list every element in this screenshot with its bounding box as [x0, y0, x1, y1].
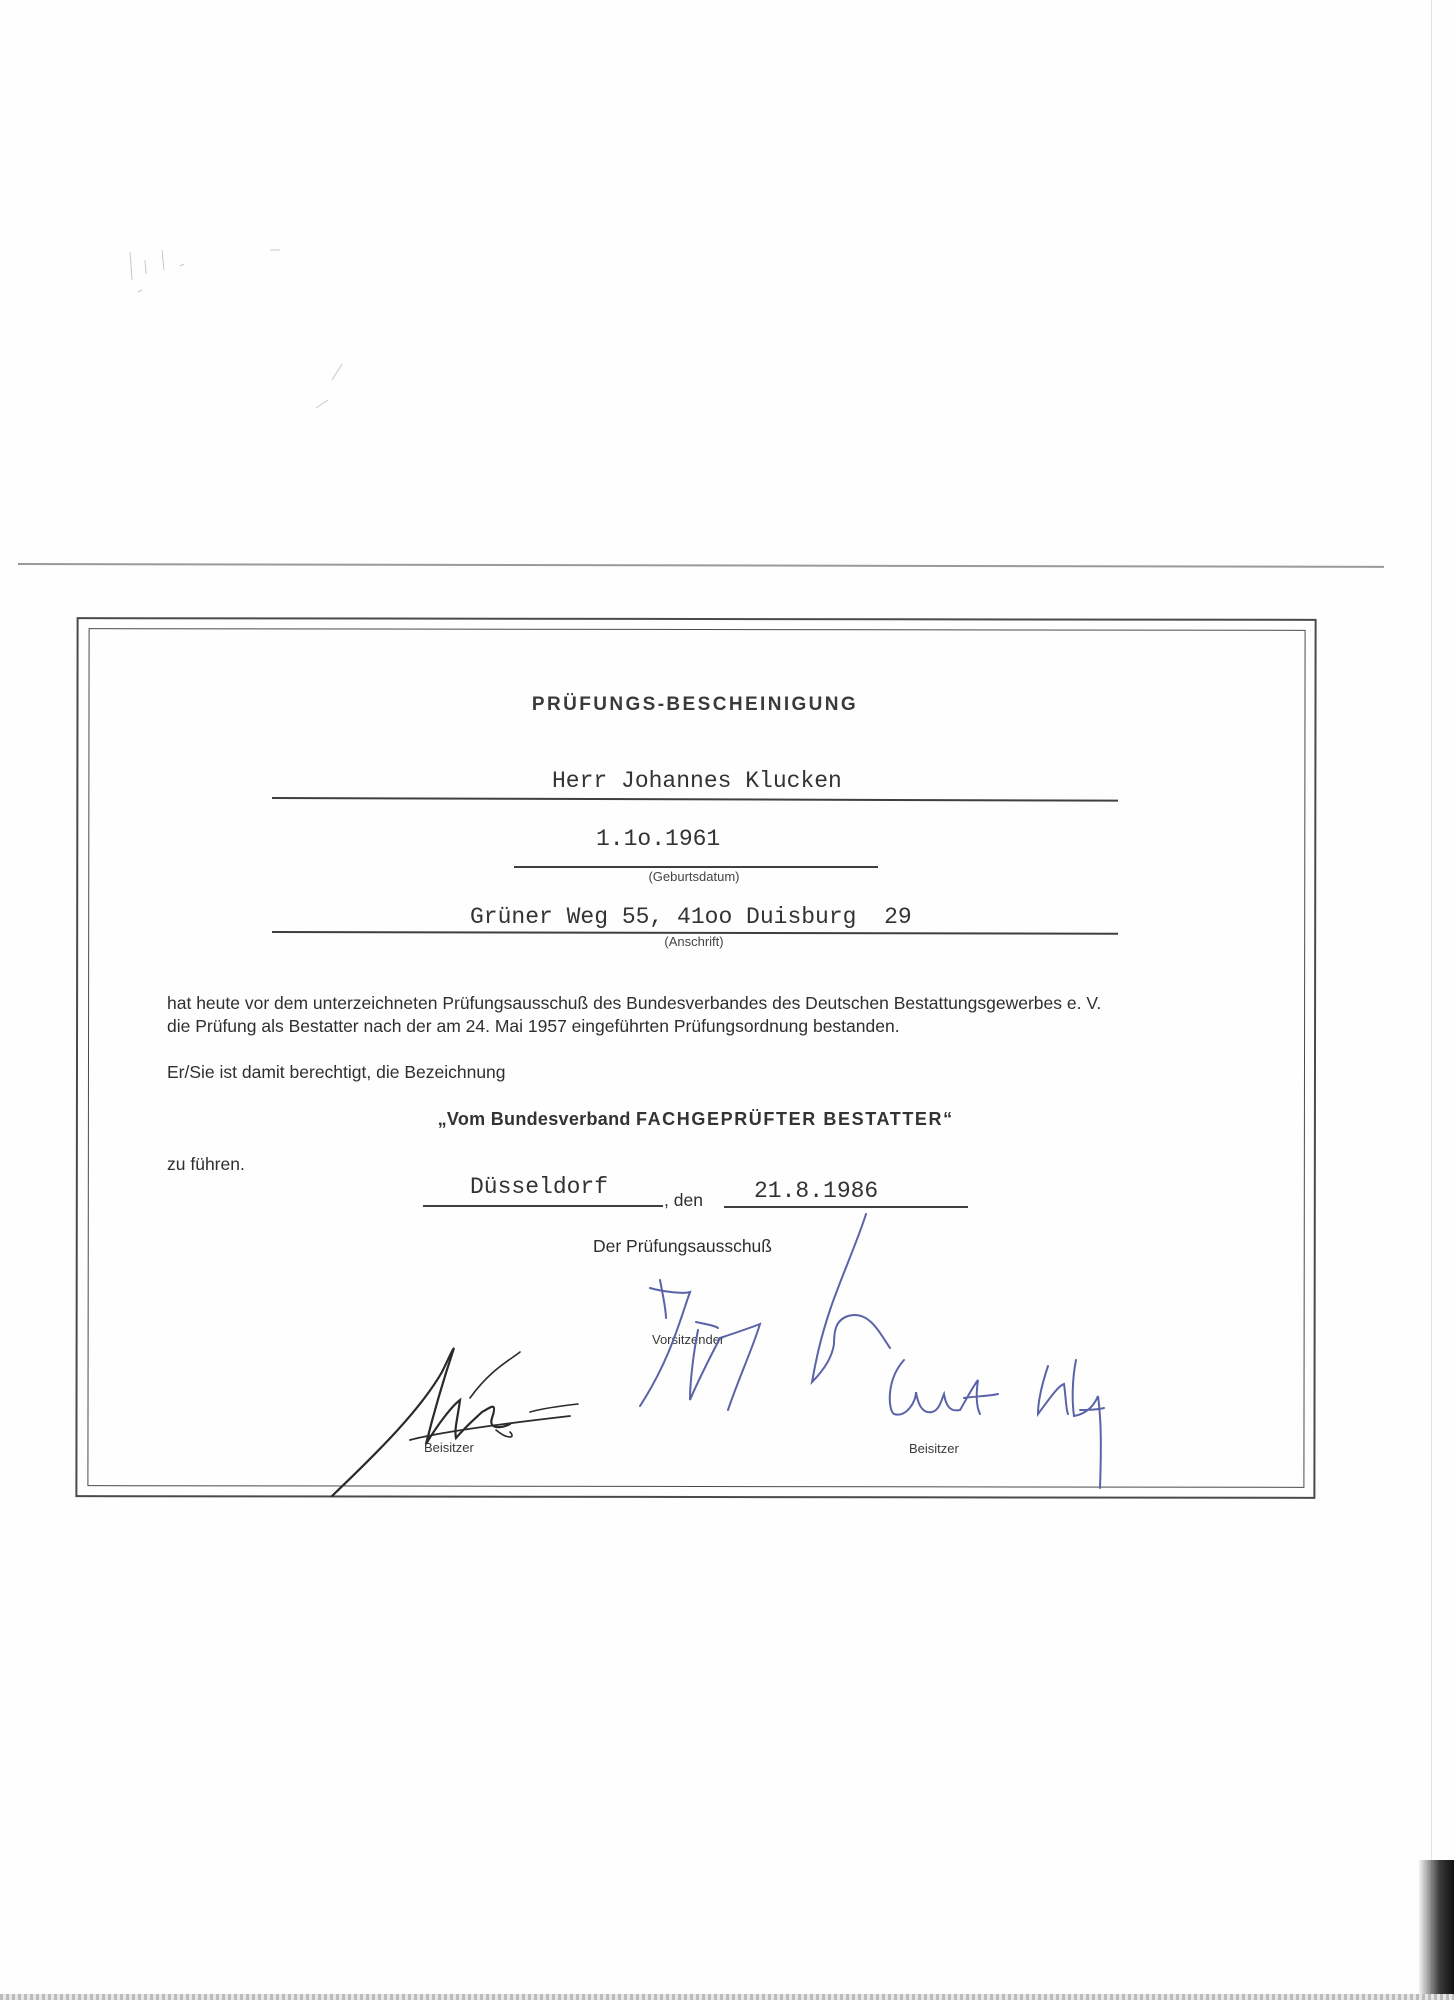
scan-bottom-edge — [0, 1994, 1454, 2000]
entitlement-text: Er/Sie ist damit berechtigt, die Bezeichnung — [167, 1062, 506, 1082]
signature-chair — [620, 1200, 920, 1430]
closing-text: zu führen. — [167, 1154, 245, 1174]
statement-line-1: hat heute vor dem unterzeichneten Prüfungsausschuß des Bundesverbandes des Deutschen Bestattungsgewerbes e. V. — [167, 993, 1102, 1013]
date: 21.8.1986 — [754, 1178, 879, 1204]
birth-date-caption: (Geburtsdatum) — [648, 869, 740, 884]
address: Grüner Weg 55, 41oo Duisburg 29 — [470, 904, 912, 930]
fold-line — [18, 563, 1384, 568]
certificate-title: PRÜFUNGS-BESCHEINIGUNG — [531, 694, 859, 715]
address-caption: (Anschrift) — [664, 934, 724, 949]
committee-label: Der Prüfungsausschuß — [593, 1236, 772, 1256]
designation-prefix: „Vom Bundesverband — [437, 1109, 631, 1129]
scan-specks — [120, 240, 440, 430]
chair-label: Vorsitzender — [652, 1332, 725, 1347]
signature-left — [320, 1320, 600, 1510]
assessor-left-label: Beisitzer — [424, 1440, 474, 1455]
scan-right-edge — [1431, 0, 1432, 2000]
signature-right — [880, 1340, 1140, 1500]
designation-suffix: “ — [943, 1109, 953, 1129]
scan-corner-shadow — [1418, 1860, 1454, 2000]
assessor-right-label: Beisitzer — [909, 1441, 959, 1456]
designation — [0, 1109, 1390, 1130]
designation-caps: FACHGEPRÜFTER BESTATTER — [635, 1109, 944, 1129]
holder-name: Herr Johannes Klucken — [552, 768, 842, 794]
birth-date-rule — [514, 866, 878, 868]
place-connector: , den — [664, 1190, 703, 1210]
place: Düsseldorf — [470, 1174, 609, 1200]
statement-line-2: die Prüfung als Bestatter nach der am 24. Mai 1957 eingeführten Prüfungsordnung bestanden. — [167, 1016, 900, 1036]
birth-date: 1.1o.1961 — [596, 826, 721, 852]
